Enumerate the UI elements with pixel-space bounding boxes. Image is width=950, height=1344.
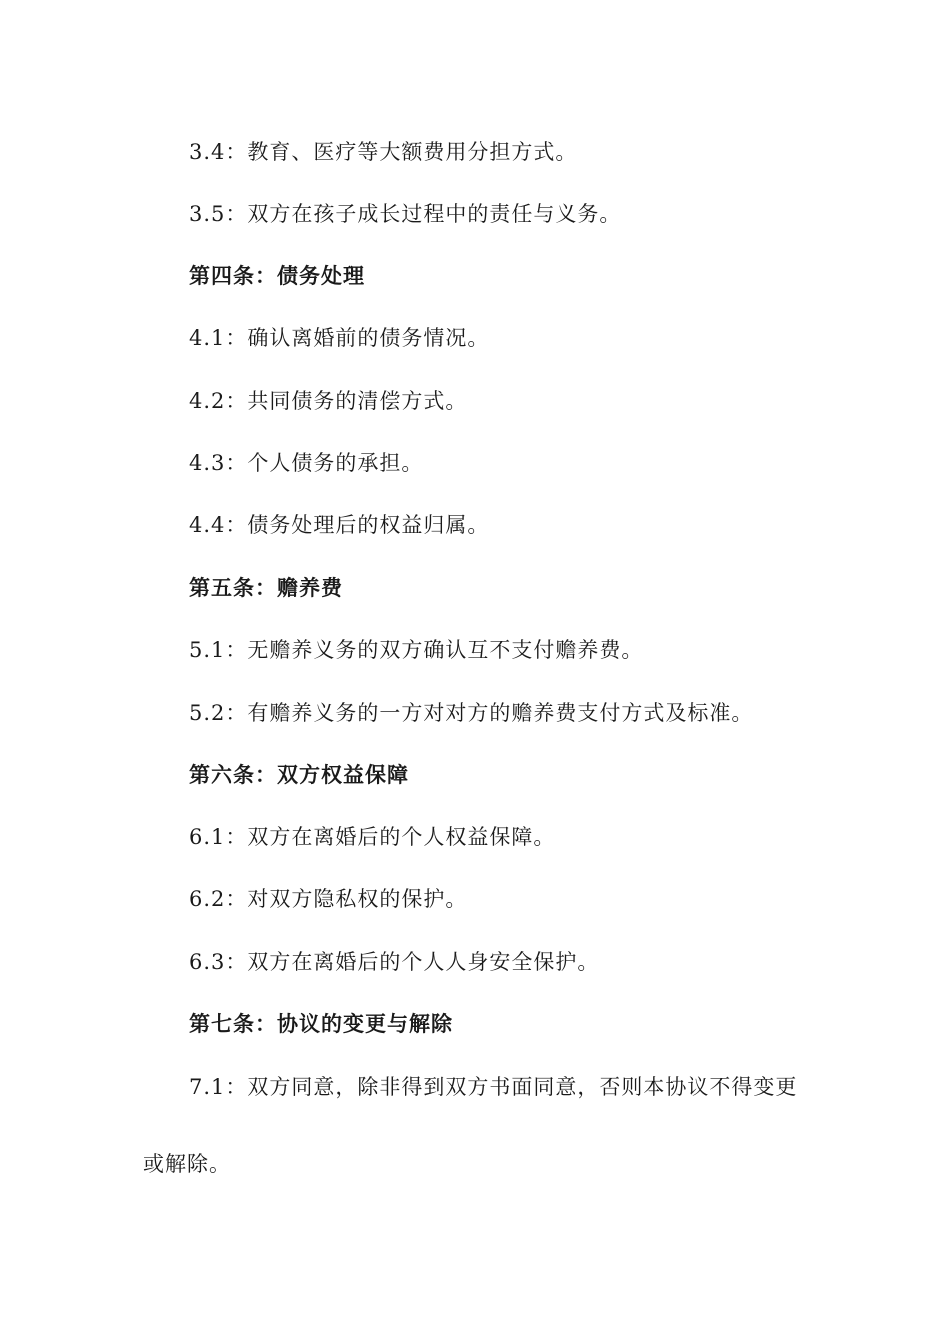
clause-6-2: 6.2：对双方隐私权的保护。 [189,887,468,911]
clause-6-1: 6.1：双方在离婚后的个人权益保障。 [189,825,556,849]
clause-3-5: 3.5：双方在孩子成长过程中的责任与义务。 [189,202,622,226]
section-heading-7: 第七条：协议的变更与解除 [189,1011,453,1036]
clause-5-2: 5.2：有赡养义务的一方对对方的赡养费支付方式及标准。 [189,701,754,725]
clause-5-1: 5.1：无赡养义务的双方确认互不支付赡养费。 [189,638,644,662]
clause-7-1-line-2: 或解除。 [143,1152,231,1176]
clause-7-1-line-1: 7.1：双方同意，除非得到双方书面同意，否则本协议不得变更 [189,1075,798,1099]
section-heading-6: 第六条：双方权益保障 [189,762,409,787]
clause-3-4: 3.4：教育、医疗等大额费用分担方式。 [189,140,578,164]
clause-4-4: 4.4：债务处理后的权益归属。 [189,513,490,537]
clause-4-2: 4.2：共同债务的清偿方式。 [189,389,468,413]
section-heading-5: 第五条：赡养费 [189,575,343,600]
clause-4-3: 4.3：个人债务的承担。 [189,451,424,475]
clause-4-1: 4.1：确认离婚前的债务情况。 [189,326,490,350]
clause-6-3: 6.3：双方在离婚后的个人人身安全保护。 [189,950,600,974]
section-heading-4: 第四条：债务处理 [189,263,365,288]
